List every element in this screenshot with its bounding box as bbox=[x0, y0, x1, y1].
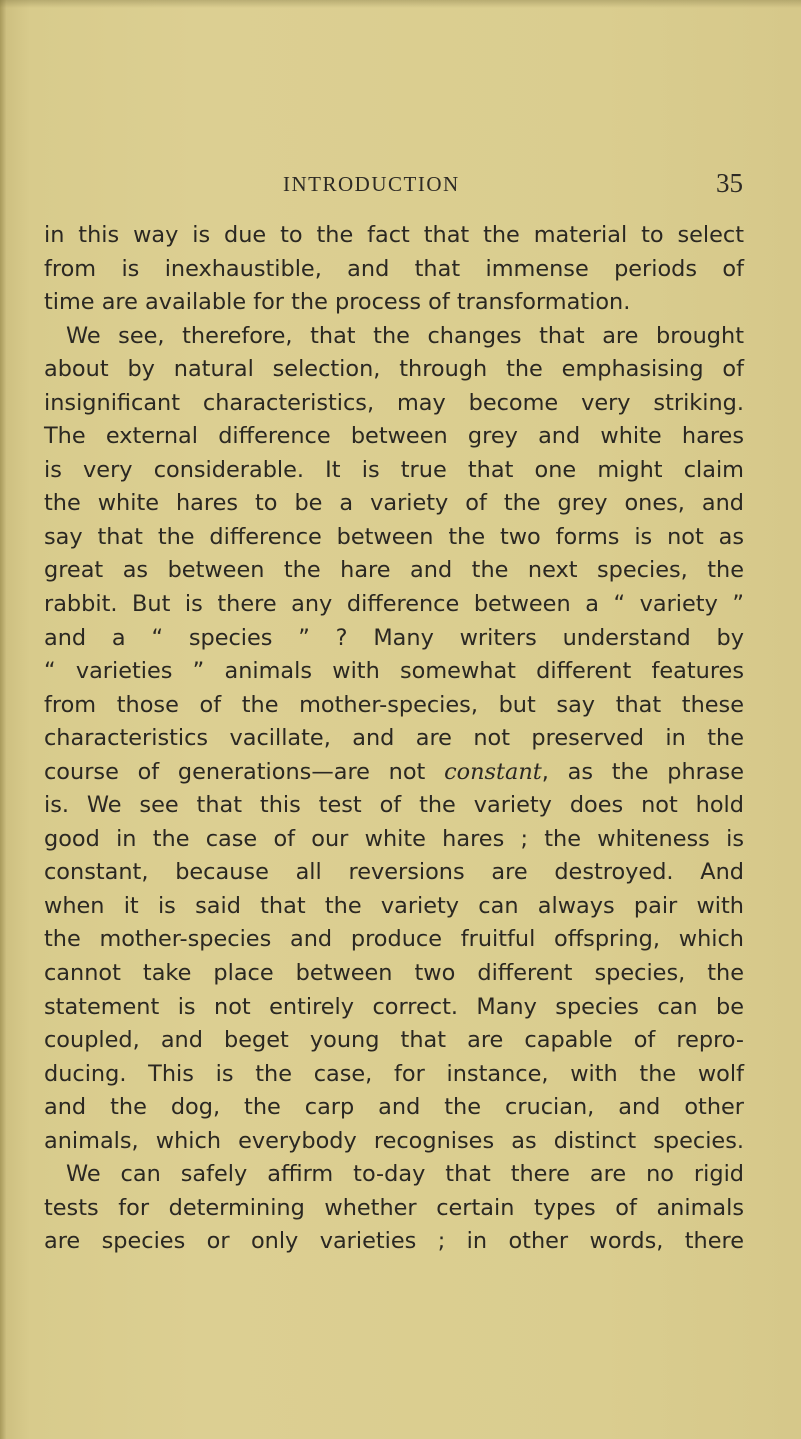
text-line: the mother-species and produce fruitful offspring, which bbox=[44, 926, 744, 953]
text-line: “ varieties ” animals with somewhat different features bbox=[44, 658, 744, 685]
text-line: characteristics vacillate, and are not preserved in the bbox=[44, 725, 744, 752]
italic-word: constant bbox=[444, 758, 542, 785]
page-number: 35 bbox=[716, 168, 743, 198]
text-line: The external difference between grey and white hares bbox=[44, 423, 744, 450]
running-head bbox=[283, 170, 743, 200]
text-line: is very considerable. It is true that one might claim bbox=[44, 456, 744, 483]
page-top-shadow bbox=[0, 0, 801, 8]
text-segment: , as the phrase bbox=[541, 758, 745, 785]
text-line: is. We see that this test of the variety does not hold bbox=[44, 792, 744, 819]
text-line: in this way is due to the fact that the material to select bbox=[44, 222, 744, 248]
text-line: the white hares to be a variety of the grey ones, and bbox=[44, 490, 744, 517]
text-line: tests for determining whether certain types of animals bbox=[44, 1194, 744, 1221]
text-line: when it is said that the variety can always pair with bbox=[44, 892, 744, 919]
text-line: say that the difference between the two forms is not as bbox=[44, 523, 744, 550]
text-line: from those of the mother-species, but say that these bbox=[44, 691, 744, 718]
text-line: ducing. This is the case, for instance, with the wolf bbox=[44, 1060, 744, 1087]
text-line: from is inexhaustible, and that immense periods of bbox=[44, 255, 744, 282]
text-line: rabbit. But is there any difference between a “ variety ” bbox=[44, 591, 744, 618]
text-line: time are available for the process of transformation. bbox=[44, 289, 631, 316]
text-line: coupled, and beget young that are capable of repro- bbox=[44, 1027, 744, 1054]
text-line: and a “ species ” ? Many writers understand by bbox=[44, 624, 744, 651]
text-segment: course of generations—are not bbox=[44, 758, 445, 785]
text-line-with-italic bbox=[44, 756, 744, 790]
page-binding-edge bbox=[0, 0, 6, 1439]
text-line: insignificant characteristics, may become very striking. bbox=[44, 389, 744, 416]
text-line: statement is not entirely correct. Many species can be bbox=[44, 993, 744, 1020]
text-line: cannot take place between two different species, the bbox=[44, 960, 744, 987]
text-line: good in the case of our white hares ; the whiteness is bbox=[44, 825, 744, 852]
running-title: INTRODUCTION bbox=[283, 172, 460, 196]
text-line: animals, which everybody recognises as distinct species. bbox=[44, 1127, 744, 1154]
text-line: about by natural selection, through the emphasising of bbox=[44, 356, 744, 383]
text-line: are species or only varieties ; in other words, there bbox=[44, 1228, 744, 1255]
text-line: and the dog, the carp and the crucian, and other bbox=[44, 1094, 744, 1121]
text-line: We can safely affirm to-day that there are no rigid bbox=[66, 1161, 744, 1188]
text-line: We see, therefore, that the changes that are brought bbox=[66, 322, 744, 349]
text-line: great as between the hare and the next species, the bbox=[44, 557, 744, 584]
text-line: constant, because all reversions are destroyed. And bbox=[44, 859, 744, 886]
body-text bbox=[44, 219, 744, 1259]
